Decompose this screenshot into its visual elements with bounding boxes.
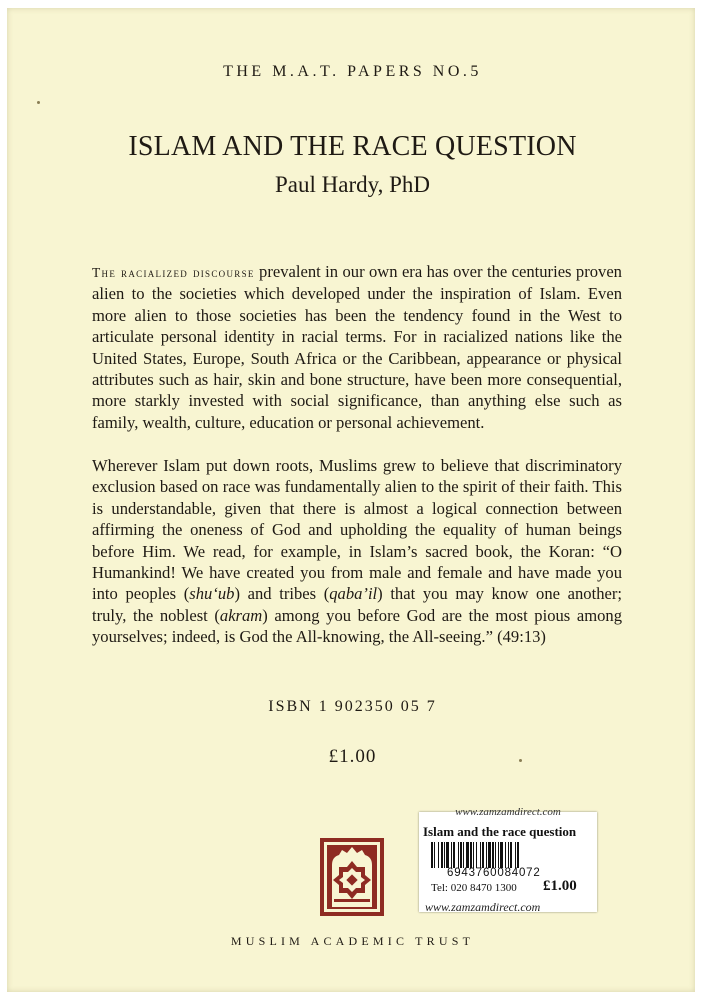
blurb-paragraph-2 [92, 455, 622, 648]
barcode-icon [431, 842, 581, 868]
sticker-title: Islam and the race question [423, 824, 577, 839]
price-sticker [419, 806, 597, 914]
book-title: ISLAM AND THE RACE QUESTION [128, 131, 577, 162]
paragraph-text: ) among you before God are the most pious among yourselves; indeed, is God the All-knowing, the All-seeing.” (49:13) [92, 605, 622, 647]
paper-speck [37, 101, 40, 104]
author-name: Paul Hardy, PhD [274, 172, 431, 197]
publisher-name: MUSLIM ACADEMIC TRUST [230, 934, 475, 948]
italic-term: akram [219, 605, 263, 625]
series-title: THE M.A.T. PAPERS NO.5 [223, 63, 482, 80]
sticker-telephone: Tel: 020 8470 1300 [431, 882, 517, 894]
italic-term: qaba’il [329, 584, 378, 604]
sticker-website-top: www.zamzamdirect.com [455, 806, 561, 818]
isbn: ISBN 1 902350 05 7 [268, 698, 437, 715]
italic-term: shu‘ub [189, 584, 235, 604]
paragraph-text: ) that you may know one another; truly, the noblest ( [92, 584, 623, 625]
lead-in-small-caps: The racialized discourse [92, 265, 255, 280]
paragraph-text: ) and tribes ( [234, 584, 330, 604]
sticker-price: £1.00 [543, 878, 577, 894]
paragraph-text: prevalent in our own era has over the centuries proven alien to the societies which developed under the inspiration of Islam. Even more alien to those societies has been the tendency found in the West to articulate personal identity in racial terms. For in racialized nations like the United States, Europe, South Africa or the Caribbean, appearance or physical attributes such as hair, skin and bone structure, have been more consequential, more starkly invested with social significance, than anything else such as family, wealth, culture, education or personal achievement. [92, 262, 622, 432]
cover-price: £1.00 [328, 746, 377, 767]
sticker-website-bottom: www.zamzamdirect.com [425, 900, 541, 914]
paragraph-text: Wherever Islam put down roots, Muslims grew to believe that discriminatory exclusion based on race was fundamentally alien to the spirit of their faith. This is understandable, given that there is almost a logical connection between affirming the oneness of God and upholding the equality of human beings before Him. We read, for example, in Islam’s sacred book, the Koran: “O Humankind! We have created you from male and female and have made you into peoples ( [92, 456, 622, 604]
blurb-paragraph-1 [92, 261, 622, 433]
publisher-emblem-icon [319, 837, 385, 917]
barcode-number: 6943760084072 [447, 867, 541, 879]
